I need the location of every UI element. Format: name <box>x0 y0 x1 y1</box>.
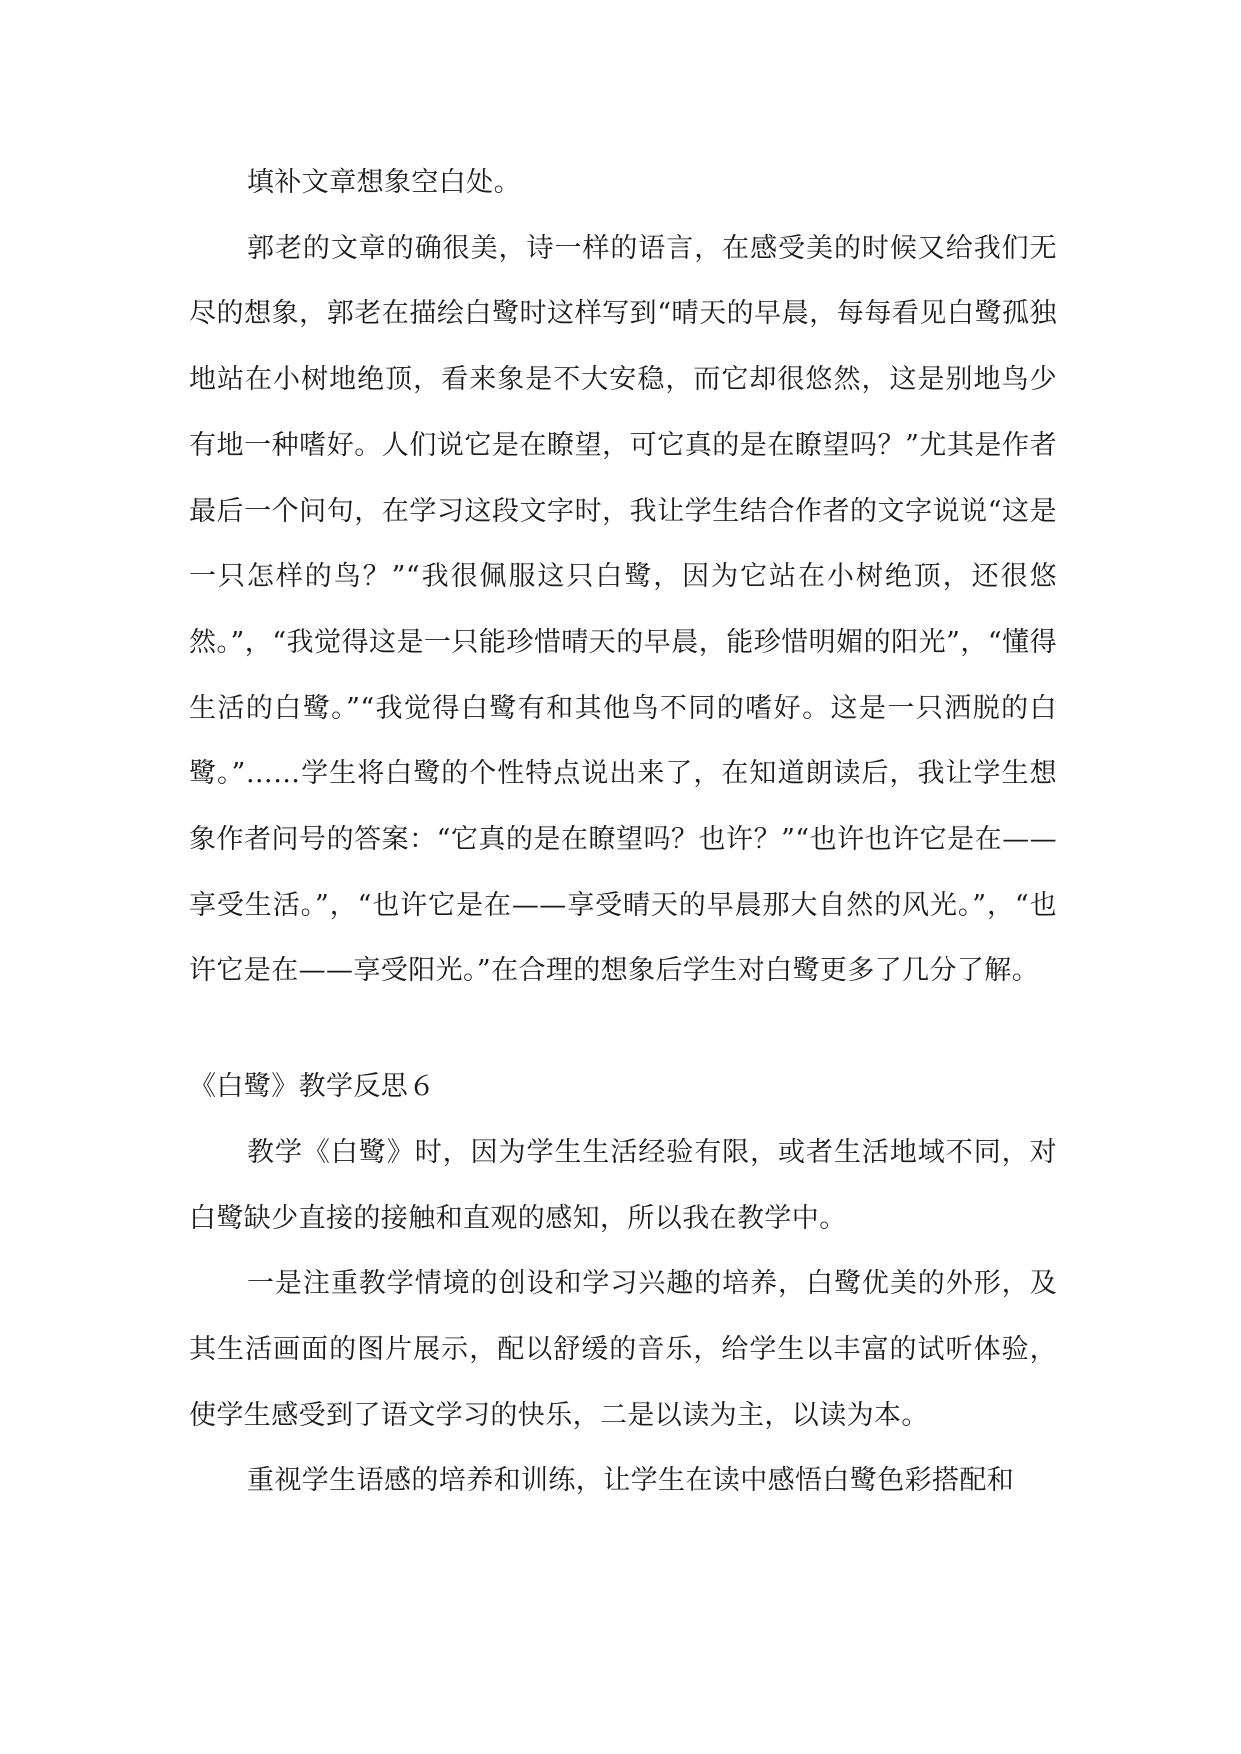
paragraph-first-point: 一是注重教学情境的创设和学习兴趣的培养，白鹭优美的外形，及其生活画面的图片展示，配以舒缓的音乐，给学生以丰富的试听体验，使学生感受到了语文学习的快乐，二是以读为主，以读为本。 <box>189 1268 1057 1431</box>
section-title: 《白鹭》教学反思６ <box>189 1071 436 1103</box>
paragraph-language-sense: 重视学生语感的培养和训练，让学生在读中感悟白鹭色彩搭配和 <box>247 1465 1015 1497</box>
paragraph-guo-lao-egret: 郭老的文章的确很美，诗一样的语言，在感受美的时候又给我们无尽的想象，郭老在描绘白鹭时这样写到“晴天的早晨，每每看见白鹭孤独地站在小树地绝顶，看来象是不大安稳，而它却很悠然，这是别地鸟少有地一种嗜好。人们说它是在瞭望，可它真的是在瞭望吗？”尤其是作者最后一个问句，在学习这段文字时，我让学生结合作者的文字说说“这是一只怎样的鸟？”“我很佩服这只白鹭，因为它站在小树绝顶，还很悠然。”，“我觉得这是一只能珍惜晴天的早晨，能珍惜明媚的阳光”，“懂得生活的白鹭。”“我觉得白鹭有和其他鸟不同的嗜好。这是一只洒脱的白鹭。”……学生将白鹭的个性特点说出来了，在知道朗读后，我让学生想象作者问号的答案：“它真的是在瞭望吗？也许？”“也许也许它是在——享受生活。”，“也许它是在——享受晴天的早晨那大自然的风光。”，“也许它是在——享受阳光。”在合理的想象后学生对白鹭更多了几分了解。 <box>189 232 1057 987</box>
paragraph-teaching-intro: 教学《白鹭》时，因为学生生活经验有限，或者生活地域不同，对白鹭缺少直接的接触和直观的感知，所以我在教学中。 <box>189 1136 1057 1234</box>
paragraph-fill-imagination: 填补文章想象空白处。 <box>247 167 521 198</box>
document-page <box>189 150 1057 1514</box>
